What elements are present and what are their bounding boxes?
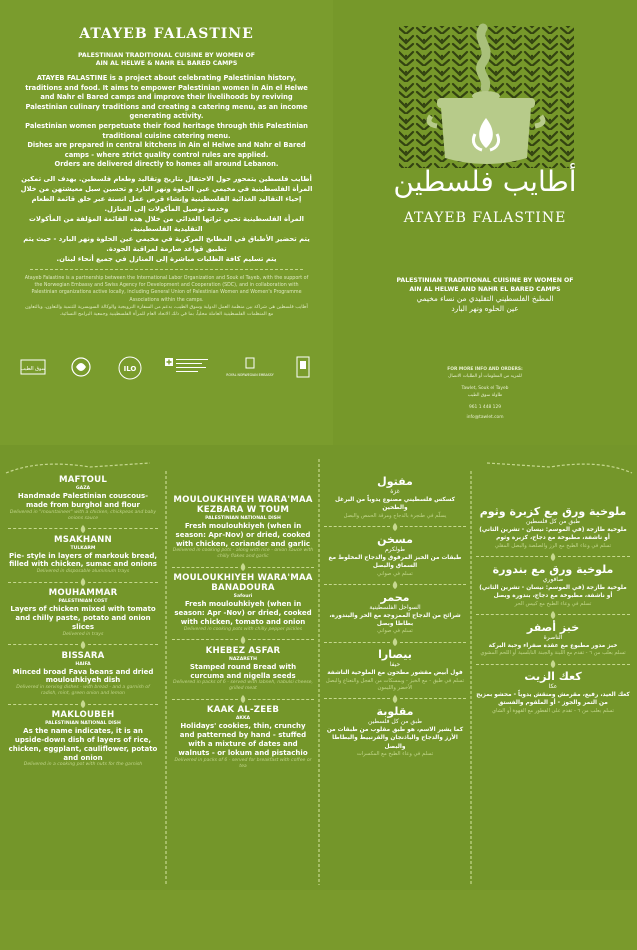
dish-name: محمر [380, 590, 410, 604]
menu-item [324, 648, 466, 691]
steam-icon [480, 28, 486, 88]
gupw-logo [288, 354, 318, 382]
dish-delivery-note: Delivered in packs of 6 - served with labneh, nabulsi cheese, grilled meat [173, 680, 313, 692]
menu-item [172, 573, 314, 632]
dish-origin: الناصرة [543, 633, 563, 641]
cover-english-logo: ATAYEB FALASTINE [403, 210, 567, 226]
menu-item [324, 591, 466, 636]
menu-divider [324, 695, 466, 703]
dish-delivery-note: Delivered in serving dishes - with bread - and a garnish of radish, mint, green onion and lemon [16, 685, 150, 697]
menu-divider [476, 553, 630, 561]
dish-name: MSAKHANN [54, 534, 112, 545]
dish-origin: عكا [548, 683, 558, 691]
dish-origin: PALESTINIAN NATIONAL DISH [205, 516, 281, 521]
dish-name: مسخن [377, 532, 413, 546]
dish-description: As the name indicates, it is an upside-down dish of layers of rice, chicken, eggplant, cauliflower, potato and onion [8, 727, 158, 762]
menu-divider [324, 581, 466, 589]
menu-column-2 [172, 445, 314, 940]
dish-name: مفتول [377, 475, 413, 488]
leaf-icon [392, 695, 398, 703]
menu-item [476, 621, 630, 657]
dish-name: ملوخية ورق مع كزبرة وثوم [479, 505, 627, 518]
menu-divider [8, 578, 158, 586]
dish-description: Stamped round Bread with curcuma and nigella seeds [189, 662, 297, 680]
menu-item [324, 705, 466, 758]
dish-origin: NAZARETH [229, 656, 257, 662]
dish-delivery-note: تسلم في صواني [377, 570, 413, 577]
intro-divider [30, 269, 303, 270]
women-program-logo [66, 354, 96, 382]
menu-spread [0, 445, 637, 890]
dish-origin: طبق من كل فلسطين [368, 717, 422, 725]
intro-partner-ar: أطايب فلسطين هي شراكة بين منظمة العمل الدولية وسوق الطيب، بدعم من السفارة النرويجية والوكالة السويسرية للتنمية والتعاون، وبالتعاون مع المنظمات الفلسطينية العاملة محلياً، بما في ذلك الاتحاد العام للمرأة الفلسطينية وجمعية البرامج النسائية. [25, 304, 308, 317]
menu-column-4 [476, 445, 630, 950]
leaf-icon [80, 578, 86, 586]
menu-divider [172, 636, 314, 644]
dish-name: بيصارا [378, 648, 412, 662]
menu-item [172, 495, 314, 560]
cover-subtitle-ar-line1: المطبخ الفلسطيني التقليدي من نساء مخيمي [416, 294, 554, 303]
dish-delivery-note: Delivered in "mountaineer" with a chicken, chickpeas and baby onions sauce [9, 509, 157, 521]
dish-origin: PALESTINIAN NATIONAL DISH [45, 721, 121, 727]
order-heading-ar: للمزيد من المعلومات أو الطلبات الاتصال [448, 374, 522, 380]
dish-origin: غزة [390, 488, 400, 495]
menu-item [172, 646, 314, 693]
menu-divider [8, 525, 158, 533]
dish-description: Minced broad Fava beans and dried moulouhkiyeh dish [12, 667, 154, 685]
cover-panel [333, 0, 637, 445]
dish-name: مقلوبة [376, 704, 414, 718]
leaf-icon [80, 641, 86, 649]
dish-origin: حيفا [389, 661, 401, 669]
dish-description: طبقات من الخبز المرقوق والدجاج المخلوط مع السماق والبصل [328, 554, 462, 570]
cooking-pot-icon [429, 91, 543, 164]
leaf-icon [550, 660, 556, 668]
order-email[interactable]: info@tawlet.com [466, 415, 504, 421]
leaf-icon [550, 611, 556, 619]
leaf-icon [392, 638, 398, 646]
cover-spread [0, 0, 637, 445]
dish-description: كعك العيد، رفيع، مقرمش ومنقش يدوياً - محشو بمزيج من التمر والجوز - أو الملقوم والفستق [476, 692, 630, 707]
dish-origin: TULKARM [70, 545, 96, 551]
leaf-icon [392, 523, 398, 531]
dish-description: Handmade Palestinian couscous-made from burghol and flour [17, 492, 149, 509]
dish-name: MAFTOUL [58, 475, 108, 485]
menu-item [8, 651, 158, 698]
menu-divider [476, 611, 630, 619]
menu-item [8, 475, 158, 522]
leaf-icon [240, 695, 246, 703]
leaf-icon [550, 553, 556, 561]
dish-delivery-note: يسلّم في طنجرة بالدجاج ومرقة الحمص والبصل [343, 512, 447, 519]
dish-name: MOULOUKHIYEH WARA'MAA KEZBARA W TOUM [173, 495, 313, 515]
menu-item [476, 563, 630, 608]
dish-origin: PALESTINIAN COST [58, 599, 108, 605]
dish-description: شرائح من الدجاج الممزوجة مع الحر والبندورة، بطاطا وبصل [329, 612, 461, 628]
intro-panel [0, 0, 333, 445]
menu-item [172, 705, 314, 769]
dish-description: Fresh moulouhkiyeh (when in season: Apr-Nov) or dried, cooked with chicken, coriander and garlic [175, 522, 311, 548]
dish-description: خبز مدور مطبوع مع عقدة صفراء وحبة البركة [488, 642, 618, 649]
dish-delivery-note: Delivered in disposable aluminium trays [36, 569, 130, 575]
dish-name: خبز أصفر [526, 620, 580, 634]
souk-el-tayeb-logo [18, 354, 48, 382]
menu-divider [172, 695, 314, 703]
dish-name: كعك الزيت [524, 670, 582, 684]
order-venue-en: Tawlet, Souk el Tayeb [461, 385, 509, 391]
menu-item [324, 533, 466, 578]
norway-embassy-logo [225, 354, 274, 382]
svg-text:سوق الطيب: سوق الطيب [20, 366, 46, 372]
menu-divider [476, 660, 630, 668]
menu-item [8, 710, 158, 768]
dish-delivery-note: تسلم في وعاء الطبخ مع المكسرات [356, 751, 434, 758]
leaf-icon [80, 700, 86, 708]
dish-name: MOUHAMMAR [48, 588, 118, 599]
dish-description: كسكس فلسطيني مصنوع يدوياً من البرغل والطحين [334, 497, 456, 512]
dish-description: فول أبيض مقشور مطحون مع الملوخية الناشفة [327, 670, 463, 677]
dish-origin: GAZA [75, 486, 91, 491]
dish-description: Fresh moulouhkiyeh (when in season: Apr -Nov) or dried, cooked with chicken, tomato and onion [174, 600, 312, 626]
intro-ar-p1: أطايب فلسطين يتمحور حول الاحتفال بتاريخ وتقاليد وطعام فلسطين. يهدف الى تمكين المرأة الفلسطينية في مخيمي عين الحلوة ونهر البارد و تحسين سبل معيشتهن من خلال إحياء التقاليد الغذائية الفلسطينية وإنشاء قرص عمل انسنة عبر خلق قائمة الطعام وخدمة توصيل المأكولات إلى المنازل. [20, 174, 313, 213]
dish-delivery-note: تسلم في صواني [377, 628, 413, 635]
order-info [373, 366, 597, 421]
menu-divider [324, 638, 466, 646]
intro-ar-p3: يتم تحضير الأطباق في المطابخ المركزية في مخيمي عين الحلوة ونهر البارد - حيث يتم تطبيق قواعد صارمة لمراقبة الجودة. [23, 234, 310, 253]
intro-subtitle-line1: PALESTINIAN TRADITIONAL CUISINE BY WOMEN OF [77, 52, 256, 59]
order-venue-ar: طاولة سوق الطيب [467, 393, 503, 399]
cover-arabic-logo: أطايب فلسطين [393, 165, 577, 198]
intro-title: ATAYEB FALASTINE [79, 26, 254, 42]
dish-delivery-note: Delivered in cooking pots - along with rice - onion sauce with chilly flakes and garlic [172, 548, 314, 560]
dish-name: KAAK AL-ZEEB [206, 705, 280, 716]
dish-description: كما يشير الاسم، هو طبق مقلوب من طبقات من الأرز والدجاج والباذنجان والقرنبيط والبطاطا والبصل [326, 726, 464, 750]
menu-item [8, 588, 158, 637]
intro-ar-p4: يتم تسليم كافة الطلبات مباشرة إلى المنازل في جميع أنحاء لبنان. [56, 254, 277, 263]
dish-delivery-note: تسلم في وعاء الطبخ مع كبيس الحر [514, 600, 592, 607]
cover-subtitle-ar-line2: عين الحلوه ونهر البارد [451, 304, 519, 313]
dish-origin: HAIFA [75, 661, 91, 667]
dish-delivery-note: Delivered in trays [62, 631, 104, 637]
intro-en-p1: ATAYEB FALASTINE is a project about celebrating Palestinian history, traditions and food. It aims to empower Palestinian women in Ain el Helwe and Nahr el Bared camps and improve their livelihoods by reviving Palestinian culinary traditions and creating a catering menu, as an income generating activity. [25, 74, 308, 121]
leaf-icon [240, 563, 246, 571]
svg-text:ROYAL NORWEGIAN EMBASSY: ROYAL NORWEGIAN EMBASSY [225, 373, 274, 377]
menu-item [476, 670, 630, 715]
menu-divider [8, 641, 158, 649]
dish-description: Pie- style in layers of markouk bread, filled with chicken, sumac and onions [8, 551, 158, 569]
order-phone[interactable]: 961 1 448 129 [468, 404, 502, 410]
dish-origin: Safouri [233, 594, 253, 600]
dish-origin: صافوري [542, 575, 564, 583]
menu-divider [324, 523, 466, 531]
menu-divider [172, 563, 314, 571]
menu-item [8, 535, 158, 576]
dish-name: MOULOUKHIYEH WARA'MAA BANADOURA [173, 573, 313, 594]
dish-name: KHEBEZ ASFAR [205, 645, 281, 656]
leaf-icon [240, 636, 246, 644]
intro-subtitle-line2: AIN AL HELWE & NAHR EL BARED CAMPS [95, 60, 238, 67]
intro-en-p4: Orders are delivered directly to homes all around Lebanon. [54, 160, 279, 169]
dish-delivery-note: Delivered in cooking pots with chilly pepper pickles [183, 626, 303, 632]
dish-origin: طولكرم [384, 545, 406, 553]
dish-origin: AKKA [235, 716, 251, 722]
dish-delivery-note: تسلم في طبق - مع الخبز - وبمسكات من الفجل والنعناع والبصل الأخضر والليمون [325, 677, 465, 691]
intro-en-p2: Palestinian women perpetuate their food heritage through this Palestinian traditional cuisine catering menu. [25, 121, 308, 140]
intro-partner-en: Atayeb Falastine is a partnership between the International Labor Organization and Souk el Tayeb, with the support of the Norwegian Embassy and Swiss Agency for Development and Cooperation (SDC), and in collaboration with Palestinian organizations active locally, including General Union of Palestinian Women and Women's Programme Associations within the camps. [24, 275, 309, 303]
dish-name: BISSARA [61, 650, 105, 661]
dish-description: Layers of chicken mixed with tomato and chilly paste, potato and onion slices [10, 605, 156, 631]
leaf-icon [80, 525, 86, 533]
dish-delivery-note: Delivered in a cooking pot with nuts for the garnish [23, 762, 143, 768]
menu-column-3 [324, 445, 466, 920]
menu-column-1 [8, 445, 158, 920]
menu-item [324, 475, 466, 520]
cover-subtitle-en [363, 276, 607, 294]
swiss-agency-logo [163, 354, 211, 382]
dish-delivery-note: تسلم بعلب من ٦ - تقدم على الفطور مع القهوة أو الشاي [492, 707, 614, 714]
intro-en-p3: Dishes are prepared in central kitchens in Ain el Helwe and Nahr el Bared camps - where strict quality control rules are applied. [27, 141, 306, 159]
dish-description: Holidays' cookies, thin, crunchy and patterned by hand - stuffed with a mixture of dates and walnuts - or lokum and pistachio [178, 722, 308, 757]
cover-subtitle-ar [363, 294, 607, 314]
cover-subtitle-en-line2: AIN AL HELWE AND NAHR EL BARED CAMPS [409, 286, 561, 293]
dish-name: MAKLOUBEH [51, 710, 115, 721]
dish-origin: طبق من كل فلسطين [526, 518, 580, 525]
dish-delivery-note: Delivered in packs of 6 - served for breakfast with coffee or tea [174, 757, 312, 769]
menu-divider [8, 700, 158, 708]
menu-item [476, 505, 630, 550]
partner-logos [18, 350, 318, 386]
dish-name: ملوخية ورق مع بندورة [492, 562, 614, 576]
order-heading-en: FOR MORE INFO AND ORDERS: [447, 367, 523, 372]
intro-ar-p2: المرأة الفلسطينية تحيي تراثها الغذائي من خلال هذه القائمة المؤلفة من المأكولات التقليدية الفلسطينية. [29, 214, 304, 233]
dish-delivery-note: تسلم في وعاء الطبخ مع الرز والصلصة والبصل المقلي [494, 542, 612, 549]
cover-subtitle-en-line1: PALESTINIAN TRADITIONAL CUISINE BY WOMEN OF [396, 277, 574, 284]
ilo-logo [115, 354, 145, 382]
leaf-icon [392, 581, 398, 589]
dish-description: ملوخية طازجة (في الموسم: نيسان - تشرين الثاني) أو ناشفة، مطبوخة مع دجاج، بندورة وبصل [479, 584, 627, 600]
dish-description: ملوخية طازجة (في الموسم: نيسان - تشرين الثاني) أو ناشفة، مطبوخة مع دجاج، كزبرة وثوم [479, 527, 627, 542]
dish-delivery-note: تسلم بعلب من ٦ - تقدم مع اللبنة والجبنة النابلسية أو اللحم المشوي [480, 650, 626, 657]
dish-origin: السواحل الفلسطينية [369, 603, 421, 611]
intro-subtitle [0, 52, 333, 68]
svg-text:ILO: ILO [123, 365, 137, 373]
